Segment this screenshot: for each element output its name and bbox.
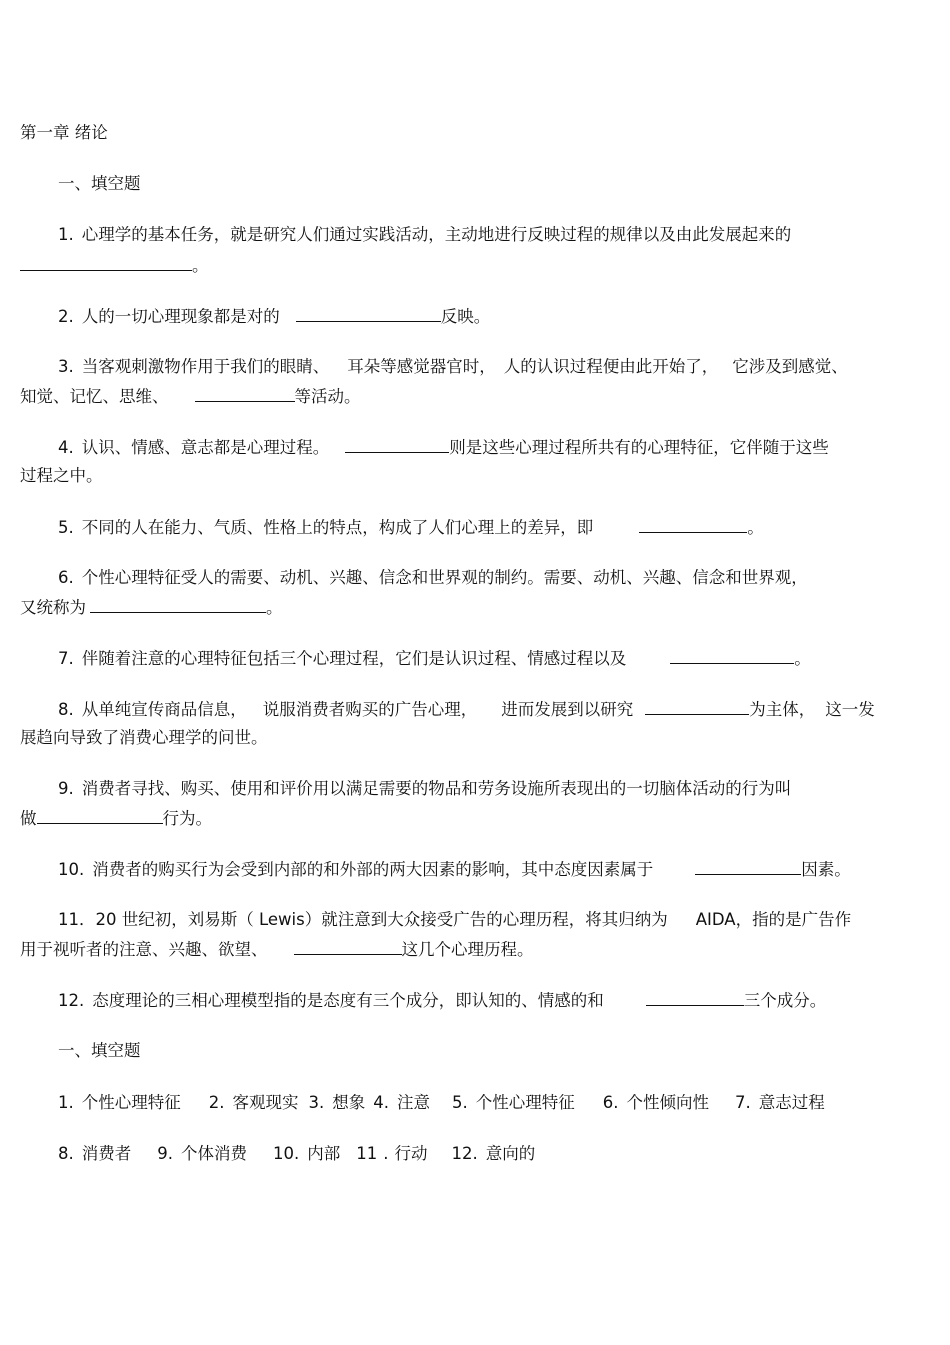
answer-number: 8. bbox=[58, 1144, 74, 1163]
answer-blank[interactable] bbox=[90, 596, 266, 613]
answer-text: 个性倾向性 bbox=[626, 1093, 709, 1112]
answer-number: 6. bbox=[602, 1093, 619, 1112]
answer-blank[interactable] bbox=[645, 698, 749, 715]
question-number: 3. bbox=[58, 357, 74, 376]
question-2 bbox=[58, 305, 490, 328]
question-number: 1. bbox=[58, 225, 74, 244]
question-text: 这几个心理历程。 bbox=[401, 940, 534, 959]
answer-blank[interactable] bbox=[294, 938, 402, 955]
answer-blank[interactable] bbox=[670, 647, 794, 664]
question-6-line-2 bbox=[20, 596, 283, 619]
answer-blank[interactable] bbox=[695, 858, 801, 875]
question-3-line-1 bbox=[58, 356, 848, 378]
answers-title: 一、填空题 bbox=[58, 1041, 141, 1060]
answer-text: 个性心理特征 bbox=[81, 1093, 181, 1112]
answer-text: 消费者 bbox=[81, 1144, 132, 1163]
question-10 bbox=[58, 858, 851, 881]
question-text: 行为。 bbox=[162, 809, 212, 828]
answer-text: 个体消费 bbox=[181, 1144, 247, 1163]
answer-number: 4. bbox=[373, 1093, 389, 1112]
question-9-line-2 bbox=[20, 807, 212, 830]
question-9-line-1 bbox=[58, 778, 791, 800]
question-text: 这一发 bbox=[825, 700, 875, 719]
question-number: 4. bbox=[58, 438, 74, 457]
answers-row-1 bbox=[58, 1092, 825, 1114]
question-7 bbox=[58, 647, 811, 670]
section-title: 一、填空题 bbox=[58, 174, 141, 193]
question-text: 做 bbox=[20, 809, 37, 828]
question-text: 耳朵等感觉器官时， bbox=[347, 357, 496, 376]
question-number: 7. bbox=[58, 649, 74, 668]
question-text: 心理学的基本任务，就是研究人们通过实践活动，主动地进行反映过程的规律以及由此发展起来的 bbox=[81, 225, 792, 244]
question-number: 8. bbox=[58, 700, 74, 719]
question-text: 伴随着注意的心理特征包括三个心理过程，它们是认识过程、情感过程以及 bbox=[81, 649, 627, 668]
question-6-line-1 bbox=[58, 567, 808, 589]
question-8-line-1 bbox=[58, 698, 875, 721]
answer-text: 意向的 bbox=[485, 1144, 536, 1163]
question-text: 它涉及到感觉、 bbox=[732, 357, 848, 376]
question-text: 消费者的购买行为会受到内部的和外部的两大因素的影响，其中态度因素属于 bbox=[92, 860, 654, 879]
question-number: 9. bbox=[58, 779, 74, 798]
question-number: 2. bbox=[58, 307, 74, 326]
question-text: 则是这些心理过程所共有的心理特征，它伴随于这些 bbox=[449, 438, 829, 457]
question-number: 10. bbox=[58, 860, 85, 879]
question-text: 进而发展到以研究 bbox=[501, 700, 634, 719]
answer-number: 2. bbox=[208, 1093, 225, 1112]
answer-number: 12. bbox=[451, 1144, 478, 1163]
question-text: 。 bbox=[192, 256, 209, 275]
question-text: 从单纯宣传商品信息， bbox=[81, 700, 247, 719]
question-text: 人的一切心理现象都是对的 bbox=[81, 307, 280, 326]
answer-text: 意志过程 bbox=[758, 1093, 825, 1112]
answer-number: 10. bbox=[273, 1144, 300, 1163]
answers-row-2 bbox=[58, 1143, 535, 1165]
question-1-line-1 bbox=[58, 224, 791, 246]
question-text: 人的认识过程便由此开始了， bbox=[503, 357, 719, 376]
question-text: 用于视听者的注意、兴趣、欲望、 bbox=[20, 940, 268, 959]
answer-text: 行动 bbox=[394, 1144, 428, 1163]
question-number: 5. bbox=[58, 518, 74, 537]
question-3-line-2 bbox=[20, 385, 361, 408]
question-4-line-1 bbox=[58, 436, 829, 459]
question-text: 说服消费者购买的广告心理， bbox=[262, 700, 478, 719]
answer-blank[interactable] bbox=[639, 516, 747, 533]
question-text: 当客观刺激物作用于我们的眼睛、 bbox=[81, 357, 330, 376]
answer-number: 9. bbox=[157, 1144, 173, 1163]
answer-text: . bbox=[383, 1144, 389, 1163]
question-text: 不同的人在能力、气质、性格上的特点，构成了人们心理上的差异，即 bbox=[81, 518, 594, 537]
question-number: 12. bbox=[58, 991, 85, 1010]
question-text: 为主体， bbox=[749, 700, 816, 719]
question-text: 等活动。 bbox=[294, 387, 361, 406]
answer-blank[interactable] bbox=[345, 436, 449, 453]
question-11-line-1 bbox=[58, 909, 851, 931]
answer-number: 5. bbox=[452, 1093, 468, 1112]
question-text: 反映。 bbox=[440, 307, 491, 326]
question-text: 。 bbox=[747, 518, 764, 537]
answer-blank[interactable] bbox=[195, 385, 295, 402]
answer-number: 11 bbox=[356, 1144, 378, 1163]
question-11-line-2 bbox=[20, 938, 534, 961]
question-text: 个性心理特征受人的需要、动机、兴趣、信念和世界观的制约。需要、动机、兴趣、信念和世界观， bbox=[81, 568, 808, 587]
question-text: 。 bbox=[794, 649, 811, 668]
question-text: 因素。 bbox=[801, 860, 851, 879]
answer-text: 想象 bbox=[332, 1093, 366, 1112]
question-number: 6. bbox=[58, 568, 74, 587]
question-1-line-2 bbox=[20, 254, 209, 277]
answer-text: 注意 bbox=[397, 1093, 430, 1112]
question-text: 认识、情感、意志都是心理过程。 bbox=[81, 438, 330, 457]
answer-number: 7. bbox=[735, 1093, 751, 1112]
answer-number: 3. bbox=[308, 1093, 325, 1112]
question-4-line-2: 过程之中。 bbox=[20, 466, 103, 485]
answer-blank[interactable] bbox=[296, 305, 441, 322]
question-12 bbox=[58, 989, 826, 1012]
answer-blank[interactable] bbox=[37, 807, 163, 824]
answer-text: 客观现实 bbox=[232, 1093, 299, 1112]
question-text: 。 bbox=[266, 598, 283, 617]
question-5 bbox=[58, 516, 764, 539]
question-text: 知觉、记忆、思维、 bbox=[20, 387, 169, 406]
answer-text: 个性心理特征 bbox=[475, 1093, 575, 1112]
answer-blank[interactable] bbox=[20, 254, 192, 271]
question-text: 11．20 世纪初，刘易斯（ Lewis）就注意到大众接受广告的心理历程，将其归纳为 bbox=[58, 910, 668, 929]
question-text: 三个成分。 bbox=[743, 991, 827, 1010]
question-8-line-2: 展趋向导致了消费心理学的问世。 bbox=[20, 728, 268, 747]
question-text: 又统称为 bbox=[20, 598, 86, 617]
question-text: AIDA，指的是广告作 bbox=[695, 910, 852, 929]
answer-text: 内部 bbox=[307, 1144, 341, 1163]
answer-number: 1. bbox=[58, 1093, 74, 1112]
answer-blank[interactable] bbox=[646, 989, 744, 1006]
chapter-title: 第一章 绪论 bbox=[20, 123, 108, 142]
question-text: 态度理论的三相心理模型指的是态度有三个成分，即认知的、情感的和 bbox=[92, 991, 604, 1010]
question-text: 消费者寻找、购买、使用和评价用以满足需要的物品和劳务设施所表现出的一切脑体活动的行为叫 bbox=[81, 779, 792, 798]
